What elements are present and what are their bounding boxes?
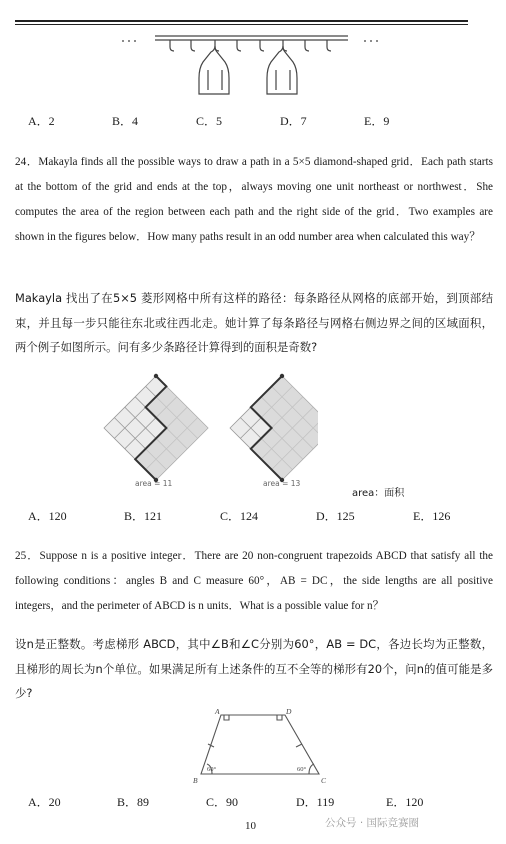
page-number: 10 — [245, 820, 256, 832]
choice-b: B．89 — [117, 795, 150, 809]
header-rule-thin — [15, 24, 468, 25]
coat-rack-figure — [115, 30, 390, 98]
choice-a: A．2 — [28, 114, 55, 128]
figure-label-area-13: area = 13 — [263, 479, 301, 488]
choice-c: C．124 — [220, 509, 259, 523]
angle-c-label: 60° — [297, 766, 307, 773]
choice-c: C．5 — [196, 114, 223, 128]
trapezoid-figure — [190, 705, 335, 787]
q24-text-en: 24．Makayla finds all the possible ways to draw a path in a 5×5 diamond-shaped grid．Each path starts at the bottom of the grid and ends at the top，always moving one unit northeast or northwest．She computes the area of the region between each path and the right side of the grid．Two examples are shown in the figures below．How many paths result in an odd number area when calculated this way？ — [15, 156, 493, 243]
q24-text-cn: Makayla 找出了在5×5 菱形网格中所有这样的路径：每条路径从网格的底部开始，到顶部结束，并且每一步只能往东北或往西北走。她计算了每条路径与网格右侧边界之间的区域面积，两个例子如图所示。问有多少条路径计算得到的面积是奇数? — [15, 291, 493, 354]
choice-d: D．125 — [316, 509, 355, 523]
choice-e: E．9 — [364, 114, 390, 128]
diamond-grid-figures — [98, 366, 318, 492]
label-c: C — [321, 776, 327, 785]
q25-text-cn: 设n是正整数。考虑梯形 ABCD，其中∠B和∠C分别为60°，AB = DC，各边长均为正整数，且梯形的周长为n个单位。如果满足所有上述条件的互不全等的梯形有20个，问n的值可能是多少? — [15, 637, 493, 700]
choice-b: B．121 — [124, 509, 163, 523]
choice-e: E．126 — [413, 509, 451, 523]
area-note: area：面积 — [352, 488, 405, 499]
label-a: A — [215, 707, 220, 716]
choice-d: D．7 — [280, 114, 307, 128]
choice-c: C．90 — [206, 795, 239, 809]
figure-label-area-11: area = 11 — [135, 479, 173, 488]
watermark: 公众号 · 国际竞赛圈 — [325, 817, 420, 829]
label-b: B — [193, 776, 198, 785]
choice-d: D．119 — [296, 795, 335, 809]
choice-b: B．4 — [112, 114, 139, 128]
choice-e: E．120 — [386, 795, 424, 809]
header-rule-thick — [15, 20, 468, 22]
choice-a: A．120 — [28, 509, 67, 523]
label-d: D — [286, 707, 292, 716]
q25-text-en: 25．Suppose n is a positive integer．There are 20 non-congruent trapezoids ABCD that satisfy all the following conditions：angles B and C measure 60°，AB = DC，the side lengths are all positive integers，and the perimeter of ABCD is n units．What is a possible value for n？ — [15, 550, 493, 612]
angle-b-label: 60° — [207, 766, 217, 773]
choice-a: A．20 — [28, 795, 61, 809]
